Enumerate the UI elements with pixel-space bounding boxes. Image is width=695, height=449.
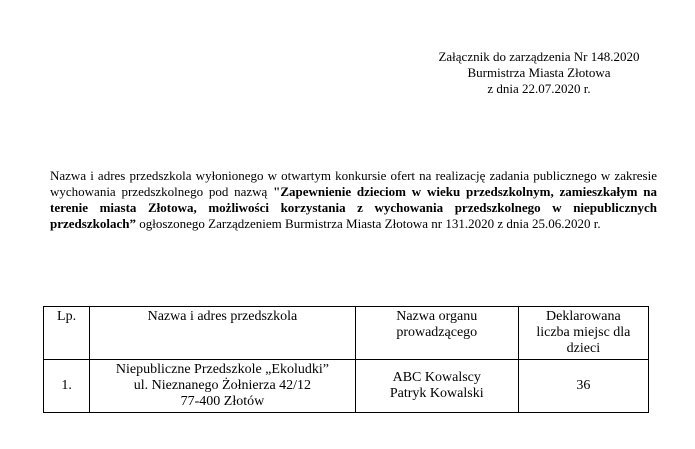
- cell-organ: [355, 360, 518, 413]
- table-header-row: [44, 307, 649, 360]
- header-declared-places: Deklarowana liczba miejsc dla dzieci: [518, 307, 648, 360]
- kindergarten-city: 77-400 Złotów: [180, 394, 265, 409]
- cell-kindergarten: [90, 360, 356, 413]
- header-organ: Nazwa organu prowadzącego: [355, 307, 518, 360]
- cell-lp: 1.: [44, 360, 90, 413]
- intro-task-title: "Zapewnienie dzieciom w wieku przedszkolnym, zamieszkałym na terenie miasta Złotowa, możliwości korzystania z wychowania przedszkolnego w niepublicznych przedszkolach”: [50, 184, 658, 231]
- intro-paragraph: [50, 168, 657, 232]
- kindergarten-table: [43, 306, 649, 413]
- annex-line-3: z dnia 22.07.2020 r.: [487, 81, 591, 96]
- header-lp: Lp.: [44, 307, 90, 360]
- header-name: Nazwa i adres przedszkola: [90, 307, 356, 360]
- table-row: [44, 360, 649, 413]
- organ-name: ABC Kowalscy: [392, 370, 481, 385]
- organ-person: Patryk Kowalski: [389, 386, 484, 401]
- intro-text-start: Nazwa i adres przedszkola wyłonionego w otwartym konkursie ofert na realizację zadania publicznego w zakresie wychowania przedszkolnego pod nazwą: [50, 168, 657, 199]
- cell-declared-places: 36: [518, 360, 648, 413]
- annex-line-1: Załącznik do zarządzenia Nr 148.2020: [438, 49, 640, 64]
- annex-line-2: Burmistrza Miasta Złotowa: [467, 65, 611, 80]
- intro-text-end: ogłoszonego Zarządzeniem Burmistrza Miasta Złotowa nr 131.2020 z dnia 25.06.2020 r.: [135, 216, 601, 231]
- kindergarten-name: Niepubliczne Przedszkole „Ekoludki”: [115, 362, 329, 377]
- annex-header: [400, 49, 678, 97]
- kindergarten-street: ul. Nieznanego Żołnierza 42/12: [133, 378, 312, 393]
